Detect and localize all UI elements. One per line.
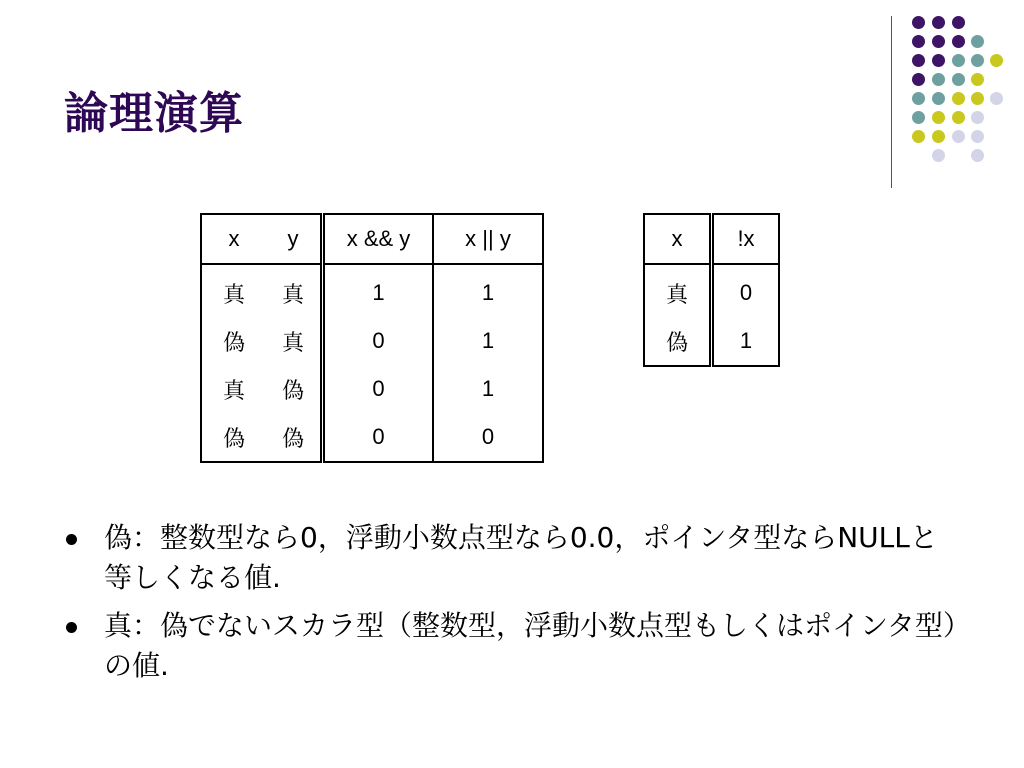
decor-dot [952,35,965,48]
decor-dot [952,73,965,86]
bullet-item [64,518,964,598]
cell-x: 真 [222,281,245,307]
table-row [201,317,543,365]
header-x: x [201,214,266,264]
decor-dot [971,149,984,162]
cell-and: 0 [323,365,434,413]
decor-dot [912,92,925,105]
and-or-truth-table [200,213,544,463]
decor-dot [912,16,925,29]
decor-dot [932,16,945,29]
decor-dot [952,16,965,29]
vertical-divider [891,16,892,188]
cell-not: 0 [739,280,753,305]
cell-x: 真 [644,264,712,317]
decor-dot [912,111,925,124]
decor-dot [932,130,945,143]
cell-or: 0 [481,424,495,449]
decor-dot [971,54,984,67]
decor-dot [971,35,984,48]
cell-not: 1 [739,328,753,353]
table-header-row [201,214,543,264]
table-row [201,365,543,413]
decor-dot [971,73,984,86]
not-truth-table [643,213,780,367]
table-header-row [644,214,779,264]
decor-dot [932,54,945,67]
decor-dot [932,35,945,48]
decor-dot [952,130,965,143]
bullet-text: 真：偽でないスカラ型（整数型，浮動小数点型もしくはポインタ型）の値. [104,609,957,682]
bullet-dot-icon [66,622,77,633]
decor-dot [952,92,965,105]
cell-x: 偽 [222,425,245,451]
header-and: x && y [323,214,434,264]
decor-dot [990,92,1003,105]
slide-title: 論理演算 [64,88,244,139]
decor-dot [912,54,925,67]
cell-y: 偽 [266,413,323,462]
cell-y: 偽 [266,365,323,413]
header-or: x || y [433,214,543,264]
bullet-text: 偽：整数型なら0，浮動小数点型なら0.0，ポインタ型ならNULLと等しくなる値. [104,521,938,594]
cell-x: 偽 [222,329,245,355]
cell-y: 真 [266,264,323,317]
cell-x: 真 [222,377,245,403]
table-row [201,264,543,317]
cell-x: 偽 [644,317,712,366]
decor-dot [971,111,984,124]
table-row [644,264,779,317]
cell-and: 1 [323,264,434,317]
decor-dot [912,73,925,86]
decor-dot [952,54,965,67]
table-row [644,317,779,366]
decor-dot [932,73,945,86]
bullet-dot-icon [66,534,77,545]
cell-and: 0 [323,413,434,462]
header-not: !x [712,214,780,264]
cell-or: 1 [481,328,495,353]
table-row [201,413,543,462]
bullet-list [64,518,964,694]
header-x: x [644,214,712,264]
decor-dot [952,111,965,124]
cell-or: 1 [481,376,495,401]
bullet-item [64,606,964,686]
decor-dot [912,35,925,48]
decor-dot [990,54,1003,67]
decor-dot [971,130,984,143]
decor-dot [971,92,984,105]
decor-dot [932,149,945,162]
decor-dot [932,92,945,105]
cell-or: 1 [481,280,495,305]
cell-y: 真 [266,317,323,365]
decor-dot [912,130,925,143]
header-y: y [266,214,323,264]
decor-dot [932,111,945,124]
cell-and: 0 [323,317,434,365]
